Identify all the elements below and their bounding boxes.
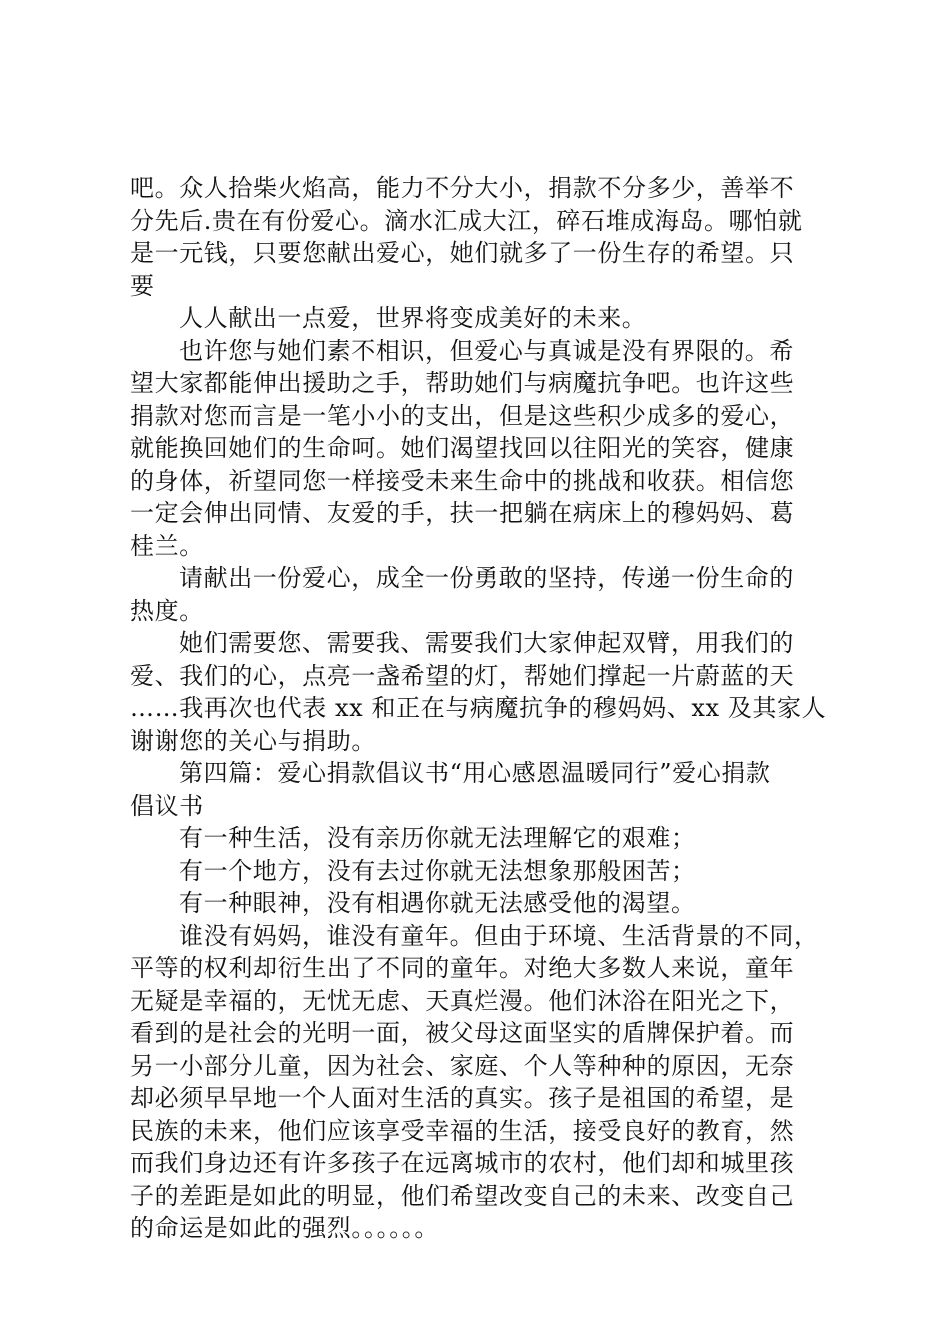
text-line: 的身体，祈望同您一样接受未来生命中的挑战和收获。相信您 bbox=[130, 466, 795, 495]
text-line: 子的差距是如此的明显，他们希望改变自己的未来、改变自己 bbox=[130, 1181, 795, 1210]
text-line: 人人献出一点爱，世界将变成美好的未来。 bbox=[179, 304, 647, 332]
text-line: 请献出一份爱心，成全一份勇敢的坚持，传递一份生命的 bbox=[179, 564, 794, 592]
text-line: 望大家都能伸出援助之手，帮助她们与病魔抗争吧。也许这些 bbox=[130, 369, 795, 397]
text-line: 也许您与她们素不相识，但爱心与真诚是没有界限的。希 bbox=[179, 336, 794, 365]
body-text bbox=[130, 172, 835, 1245]
text-line: 谢谢您的关心与捐助。 bbox=[130, 726, 376, 755]
text-line: 她们需要您、需要我、需要我们大家伸起双臂，用我们的 bbox=[179, 629, 794, 657]
text-line: 民族的未来，他们应该享受幸福的生活，接受良好的教育，然 bbox=[130, 1116, 795, 1145]
text-line: 吧。众人拾柴火焰高，能力不分大小，捐款不分多少，善举不 bbox=[130, 174, 795, 202]
text-line: 有一种眼神，没有相遇你就无法感受他的渴望。 bbox=[179, 889, 696, 917]
text-line: 桂兰。 bbox=[130, 531, 204, 560]
text-line: 一定会伸出同情、友爱的手，扶一把躺在病床上的穆妈妈、葛 bbox=[130, 499, 795, 527]
text-line: 分先后.贵在有份爱心。滴水汇成大江，碎石堆成海岛。哪怕就 bbox=[130, 206, 803, 235]
text-line: 第四篇：爱心捐款倡议书“用心感恩温暖同行”爱心捐款 bbox=[179, 759, 771, 787]
text-line: 而我们身边还有许多孩子在远离城市的农村，他们却和城里孩 bbox=[130, 1149, 795, 1177]
text-line: 捐款对您而言是一笔小小的支出，但是这些积少成多的爱心， bbox=[130, 401, 795, 430]
text-line: 的命运是如此的强烈。。。。。。 bbox=[130, 1214, 439, 1242]
text-line: 无疑是幸福的，无忧无虑、天真烂漫。他们沐浴在阳光之下， bbox=[130, 986, 795, 1015]
text-line: ……我再次也代表 xx 和正在与病魔抗争的穆妈妈、xx 及其家人 bbox=[130, 694, 827, 722]
text-line: 看到的是社会的光明一面，被父母这面坚实的盾牌保护着。而 bbox=[130, 1019, 795, 1047]
text-line: 谁没有妈妈，谁没有童年。但由于环境、生活背景的不同， bbox=[179, 921, 819, 950]
text-line: 倡议书 bbox=[130, 791, 204, 820]
text-line: 有一种生活，没有亲历你就无法理解它的艰难； bbox=[179, 824, 696, 852]
text-line: 平等的权利却衍生出了不同的童年。对绝大多数人来说，童年 bbox=[130, 954, 795, 982]
text-line: 有一个地方，没有去过你就无法想象那般困苦； bbox=[179, 856, 696, 885]
text-line: 热度。 bbox=[130, 596, 204, 625]
text-line: 要 bbox=[130, 271, 155, 300]
text-line: 是一元钱，只要您献出爱心，她们就多了一份生存的希望。只 bbox=[130, 239, 795, 267]
text-line: 却必须早早地一个人面对生活的真实。孩子是祖国的希望，是 bbox=[130, 1084, 795, 1112]
text-line: 另一小部分儿童，因为社会、家庭、个人等种种的原因，无奈 bbox=[130, 1051, 795, 1080]
text-line: 爱、我们的心，点亮一盏希望的灯，帮她们撑起一片蔚蓝的天 bbox=[130, 661, 795, 690]
text-line: 就能换回她们的生命呵。她们渴望找回以往阳光的笑容，健康 bbox=[130, 434, 795, 462]
